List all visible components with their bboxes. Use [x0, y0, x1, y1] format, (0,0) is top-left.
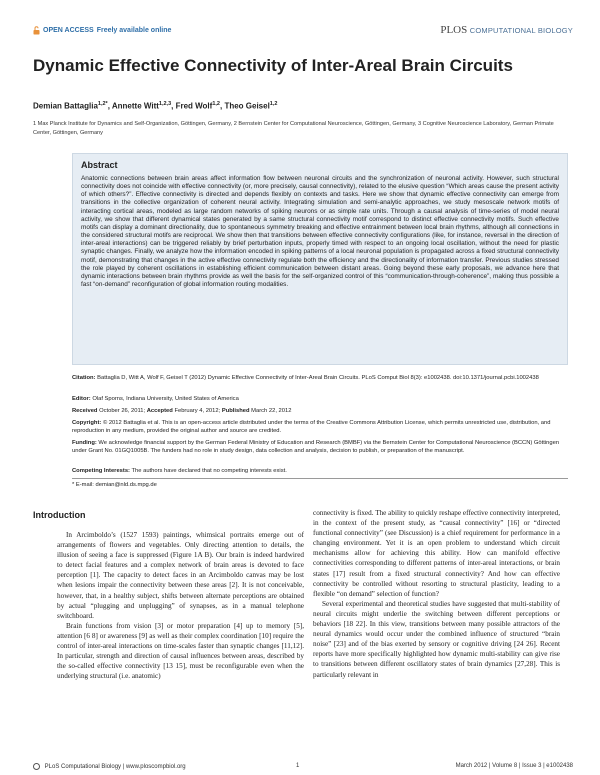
page-number: 1: [296, 763, 300, 769]
author-affiliation-mark: 1,2: [269, 101, 278, 107]
author-name[interactable]: Annette Witt: [111, 101, 159, 111]
published-label: Published: [221, 408, 250, 414]
editor-text: Olaf Sporns, Indiana University, United States of America: [92, 396, 239, 402]
citation-label: Citation:: [72, 375, 96, 381]
article-title: Dynamic Effective Connectivity of Inter-Areal Brain Circuits: [33, 56, 513, 75]
plos-logo-icon: [33, 763, 40, 770]
journal-header: [33, 24, 573, 40]
body-paragraph: Several experimental and theoretical studies have suggested that multi-stability of neural circuits might underlie the switching between different perceptions or behaviors [18 22]. In this view, transitions between many possible attractors of the neural dynamics would occur under the combined influence of structured “brain noise” [23] and of the bias exerted by sensory or cognitive driving [24 26]. Recent reports have more specifically highlighted how dynamic multi-stability can give rise to transitions between different oscillatory states of brain dynamics [27,28]. This is particularly relevant in: [313, 599, 560, 679]
contact-email[interactable]: * E-mail: demian@nld.ds.mpg.de: [72, 482, 157, 488]
competing-text: The authors have declared that no competing interests exist.: [131, 468, 287, 474]
author-affiliation-mark: 1,2,3: [158, 101, 172, 107]
footer-journal[interactable]: PLoS Computational Biology | www.ploscompbiol.org: [44, 764, 186, 771]
received-label: Received: [72, 408, 98, 414]
funding-label: Funding:: [72, 440, 97, 446]
abstract-text: Anatomic connections between brain areas affect information flow between neuronal circuits and the synchronization of neuronal activity. However, such structural connectivity does not coincide with effective connectivity (or, more precisely, causal connectivity), related to the elusive question “Which areas cause the present activity of which others?”. Effective connectivity is directed and depends flexibly on contexts and tasks. Here we show that dynamic effective connectivity can emerge from transitions in the collective organization of coherent neural activity. Integrating simulation and semi-analytic approaches, we study mesoscale network motifs of interacting cortical areas, modeled as large random networks of spiking neurons or as simple rate units. Through a causal analysis of time-series of model neural activity, we show that different dynamical states generated by a same structural connectivity motif correspond to distinct effective connectivity motifs. Such effective motifs can display a dominant directionality, due to spontaneous symmetry breaking and effective entrainment between local brain rhythms, although all connections in the considered structural motifs are reciprocal. We show then that transitions between effective connectivity configurations (like, for instance, reversal in the direction of inter-areal interactions) can be triggered reliably by brief perturbation inputs, properly timed with respect to an ongoing local oscillation, without the need for plastic synaptic changes. Finally, we analyze how the information encoded in spiking patterns of a local neuronal population is propagated across a fixed structural connectivity motif, demonstrating that changes in the active effective connectivity regulate both the efficiency and the directionality of information transfer. Previous studies stressed the role played by coherent oscillations in establishing efficient communication between distant areas. Going beyond these early proposals, we advance here that dynamic interactions between brain rhythms provide as well the basis for the self-organized control of this “communication-through-coherence”, making thus possible a fast “on-demand” reconfiguration of global information routing modalities.: [81, 175, 559, 289]
funding-text: We acknowledge financial support by the German Federal Ministry of Education and Research (BMBF) via the Bernstein Center for Computational Neuroscience (BCCN) Göttingen under Grant No. 01GQ1005B. The funders had no role in study design, data collection and analysis, decision to publish, or preparation of the manuscript.: [72, 440, 560, 454]
author-affiliation-mark: 1,2*: [97, 101, 108, 107]
body-column-left: [57, 530, 304, 681]
accepted-date: February 4, 2012;: [174, 408, 221, 414]
open-lock-icon: [33, 26, 40, 35]
published-date: March 22, 2012: [251, 408, 292, 414]
freely-available-label: Freely available online: [96, 27, 172, 34]
copyright: [72, 419, 568, 435]
abstract-heading: Abstract: [81, 160, 118, 170]
journal-name: COMPUTATIONAL BIOLOGY: [469, 26, 573, 35]
body-column-right: [313, 508, 560, 680]
open-access-label: OPEN ACCESS: [43, 27, 94, 34]
competing-label: Competing Interests:: [72, 468, 130, 474]
editor: [72, 395, 568, 403]
copyright-text: © 2012 Battaglia et al. This is an open-access article distributed under the terms of the Creative Commons Attribution License, which permits unrestricted use, distribution, and reproduction in any medium, provided the original author and source are credited.: [72, 420, 551, 434]
introduction-heading: Introduction: [33, 510, 86, 520]
author-name[interactable]: Fred Wolf: [175, 101, 213, 111]
body-paragraph: In Arcimboldo’s (1527 1593) paintings, whimsical portraits emerge out of arrangements of flowers and vegetables. Only directing attention to details, the illusion of seeing a face is suppressed (Figure 1A B). Our brain is indeed hardwired to detect facial features and a complex network of brain areas is devoted to face perception [1]. The capacity to detect faces in an Arcimboldo canvas may be lost when lesions impair the connectivity between these areas [2]. It is not conceivable, however, that, in a healthy subject, shifts between alternate perceptions are obtained by actual “plugging and unplugging” of synapses, as in a manual telephone switchboard.: [57, 531, 304, 620]
copyright-label: Copyright:: [72, 420, 102, 426]
page-footer: [33, 763, 573, 770]
footer-issue: March 2012 | Volume 8 | Issue 3 | e1002438: [455, 763, 573, 769]
funding: [72, 439, 568, 455]
body-paragraph: connectivity is fixed. The ability to quickly reshape effective connectivity interpreted, in the context of the present study, as “causal connectivity” [16] or “directed functional connectivity” (see Discussion) is a chief requirement for performance in a changing environment. Yet it is an open problem to understand which circuit mechanisms allow for achieving this ability. How can manifold effective connectivities corresponding to different patterns of inter-areal interactions, or brain states [17] result from a fixed structural connectivity? And how can effective connectivity be controlled without resorting to structural plasticity, leading to a flexible “on demand” selection of function?: [313, 509, 560, 598]
open-access-badge: [33, 26, 171, 35]
author-affiliation-mark: 1,2: [212, 101, 220, 107]
abstract-box: [72, 153, 568, 365]
author-list: Demian Battaglia$^{1,2*}$, Annette Witt$^{1,2,3}$, Fred Wolf$^{1,2}$, Theo Geisel$^{1,2}$: [33, 101, 278, 111]
editor-label: Editor:: [72, 396, 91, 402]
author-name[interactable]: Theo Geisel: [224, 101, 270, 111]
dates: [72, 407, 568, 415]
body-paragraph: Brain functions from vision [3] or motor preparation [4] up to memory [5], attention [6 8] or awareness [9] as well as their complex coordination [10] require the control of inter-areal interactions on time-scales faster than synaptic changes [11,12]. In particular, strength and direction of causal influences between areas, described by the so-called effective connectivity [13 15], must be reconfigurable even when the underlying structural (i.e. anatomic): [57, 621, 304, 681]
journal-logo: [440, 24, 573, 36]
competing-interests: [72, 467, 568, 475]
author-name[interactable]: Demian Battaglia: [33, 101, 98, 111]
affiliations: 1 Max Planck Institute for Dynamics and Self-Organization, Göttingen, Germany, 2 Bernstein Center for Computational Neuroscience, Göttingen, Germany, 3 Cognitive Neuroscience Laboratory, German Primate Center, Göttingen, Germany: [33, 121, 554, 136]
accepted-label: Accepted: [146, 408, 173, 414]
divider: [72, 478, 568, 479]
citation-text: Battaglia D, Witt A, Wolf F, Geisel T (2012) Dynamic Effective Connectivity of Inter-Areal Brain Circuits. PLoS Comput Biol 8(3): e1002438. doi:10.1371/journal.pcbi.1002438: [97, 375, 539, 381]
journal-plos: PLOS: [440, 24, 468, 36]
citation: [72, 374, 568, 382]
received-date: October 26, 2011;: [99, 408, 146, 414]
